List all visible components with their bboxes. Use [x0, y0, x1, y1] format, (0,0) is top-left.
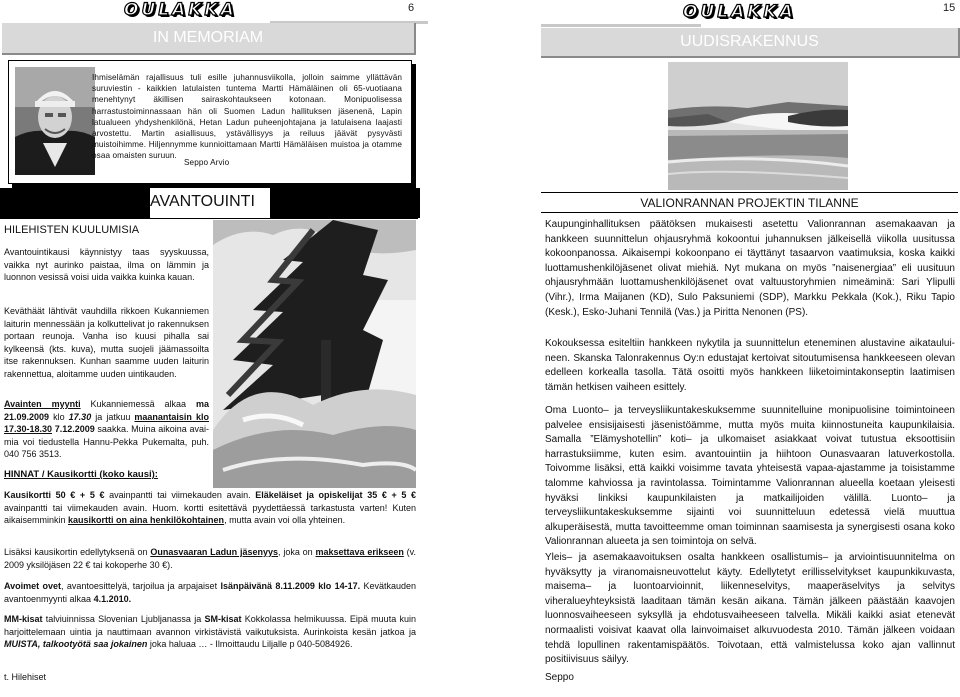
avainten-myynti: Avainten myynti: [4, 399, 81, 409]
memorial-text: Ihmiselämän rajallisuus tuli esille juhannusviikolla, jolloin saimme yllättävän suruviestin - kaikkien latulaisten tuntema Martti Hämäläinen oli 65-vuotiaana menehtynyt äkillisen sairaskohtaukseen kotonaan. Monipuolisessa harrastustoiminnassaan hän oli Suomen Ladun hallituksen jäsenenä, Lapin latualueen yhdyshenkilönä, Hetan Ladun puheenjohtajana ja latulaisena laajasti arvostettu. Martin asiallisuus, ystävällisyys ja reiluus jäävät pysyvästi muistoihimme. Hiljennymme kunnioittamaan Martti Hämäläisen muistoa ja otamme osaa omaisten suruun.: [92, 73, 402, 161]
uudisrakennus-banner: [541, 28, 960, 58]
lisa-para: [4, 546, 416, 571]
avoimet-b: , avantoesittelyä, tarjoilua ja arpajaiset: [61, 581, 221, 591]
memorial-signature: Seppo Arvio: [184, 158, 230, 167]
avantouinti-title: AVANTOUINTI: [150, 193, 255, 210]
valio-para-3: Oma Luonto– ja terveysliikuntakeskuksemme suunnitelluine monipuolisine toimintoineen palvelee ensisijaisesti jäsenistöämme, mutta myös muita kiinnostuneita kaupunkilaisia. Samalla ”Elämyshotellin” koti– ja ulkomaiset asiakkaat voivat tutustua eksoottisiin harrastuksiimme, kuten esim. avantouintiin ja hiihtoon Ounasvaaran latuverkostolla. Toivomme lisäksi, että kaikki voisimme tavata yhteisestä vapaa-ajastamme ja toisistamme talomme kahviossa ja ravintolassa. Toimintamme Valionrannan alueella koetaan yleisesti hyväksi linkiksi kaupunkilaisten ja matkailijoiden välillä. Luonto– ja terveysliikuntakeskuksemme sijainti voi suunnitteluun edetessä vielä muuttua alkuperäisestä, mutta tavoitteemme oman toiminnan saamisesta ja synergisesti osana koko Valionrannan alueeta ja sen toimintoja on selvä.: [545, 405, 955, 548]
avanto-para-3: [4, 398, 209, 461]
p3-d: klo: [49, 411, 69, 422]
p3-i: 7.12.2009: [54, 424, 95, 435]
section-shade-left: [0, 188, 150, 218]
valio-signature: Seppo: [545, 672, 574, 683]
lisa-c: , joka on: [278, 547, 316, 557]
memorial-box: [8, 60, 412, 184]
valio-para-4: Yleis– ja asemakaavoituksen osalta hankkeen osallistumis– ja arviointisuunnitelma on hyväksytty ja viranomaisneuvottelut käyty. Edellytetyt erillisselvitykset kaupunkikuvasta, maisema– ja luontoarvioinnit, liikenneselvitys, maaperäselvitys ja selvitys viheralueyhteyksistä laaditaan tämän kesän aikana. Tämän jälkeen päästään kaavojen luonnosvaiheeseen syksyllä ja ehdotusvaiheeseen talvella. Mikäli kaikki asiat etenevät normaalisti voisivat kaavat olla lainvoimaiset alkuvuodesta 2010. Tämän jälkeen voidaan tehdä lopullinen rakentamispäätös. Toivotaan, että valmistelussa koko ajan vallinnut positiivisuus säilyy.: [545, 552, 955, 666]
mm-f: joka haluaa … - Ilmoittaudu Liljalle p 040-5084926.: [147, 639, 353, 650]
lisa-e: (v. 2009 yksilöjäsen 22 € tai kokoperhe 30 €).: [4, 547, 417, 570]
price-e: kausikortti on aina henkilökohtainen: [68, 515, 225, 526]
price-a: Kausikortti 50 € + 5 €: [4, 490, 105, 500]
avoimet-c: Isänpäivänä 8.11.2009 klo 14-17.: [220, 581, 361, 591]
avoimet-d: Kevätkauden avantoenmyynti alkaa: [4, 581, 417, 604]
avoimet-para: [4, 580, 416, 605]
price-b: avainpantti tai viimekauden avain.: [104, 490, 256, 500]
in-memoriam-title: IN MEMORIAM: [152, 29, 264, 46]
lisa-a: Lisäksi kausikortin edellytyksenä on: [4, 547, 151, 557]
left-page-number: 6: [408, 2, 415, 14]
lisa-d: maksettava erikseen: [315, 547, 404, 557]
right-rule-top: [541, 192, 958, 193]
price-d: avainpantti tai viimekauden avain. Huom. kortti esitettävä pyydettäessä tarkastusta varten! Kuten aikaisemminkin: [4, 502, 416, 526]
right-header-rule: [541, 24, 701, 27]
section-shade-right: [270, 188, 420, 218]
p3-g: maanantaisin klo 17.30-18.30: [4, 411, 209, 435]
lisa-b: Ounasvaaran Ladun jäsenyys: [150, 547, 279, 557]
right-logo: OULAKKA: [683, 2, 796, 22]
mm-d: Kokkolassa helmikuussa. Eipä muuta kuin harjoittelemaan uintia ja nauttimaan avannon virkistävistä vaikutuksista. Aurinkoista kesän jatkoa ja: [4, 614, 416, 637]
memorial-photo: [15, 67, 95, 175]
mm-a: MM-kisat: [4, 614, 43, 624]
avanto-para-1: Avantouintikausi käynnistyy taas syyskuussa, vaikka nyt aurinko paistaa, ilma on lämmin ja luonnon vesissä voisi uida vaikka kuinka kauan.: [4, 247, 209, 283]
right-page-number: 15: [943, 2, 956, 14]
p3-e: 17.30: [68, 411, 92, 422]
valio-para-2: Kokouksessa esiteltiin hankkeen nykytila ja suunnittelun eteneminen alustavine aikataului-neen. Skanska Talonrakennus Oy:n edustajat kertoivat sitoutumisensa hankkeeseen olevan edelleen korkealla tasolla. Tätä osoitti myös hankkeen liiketoimintakonseptin laatimisen tämän hetkisen vaiheen esittely.: [545, 338, 955, 393]
mm-e: MUISTA, talkootyötä saa jokainen: [4, 639, 148, 650]
prices-para: [4, 489, 416, 527]
avoimet-a: Avoimet ovet: [4, 581, 62, 591]
price-c: Eläkeläiset ja opiskelijat 35 € + 5 €: [255, 490, 417, 500]
hinnat-title: HINNAT / Kausikortti (koko kausi):: [4, 469, 158, 480]
tree-photo: [213, 220, 416, 488]
price-f: , mutta avain voi olla yhteinen.: [224, 515, 346, 526]
p3-c: ma 21.09.2009: [4, 399, 209, 422]
mm-para: [4, 613, 416, 651]
riverbank-photo: [668, 62, 848, 190]
right-rule-bottom: [541, 212, 958, 213]
avantouinti-header: [150, 188, 270, 218]
hilehisten-title: HILEHISTEN KUULUMISIA: [4, 224, 140, 236]
left-logo: OULAKKA: [124, 0, 237, 20]
section-rule: [0, 218, 418, 219]
in-memoriam-banner: [2, 23, 416, 55]
p3-b: Kukanniemessä alkaa: [80, 399, 196, 409]
hilehiset-signature: t. Hilehiset: [4, 672, 47, 682]
avanto-para-2: Keväthäät lähtivät vauhdilla rikkoen Kukanniemen laiturin mennessään ja kolkuttelivat jo rakennuksen portaan reunoja. Vanha iso kuusi pihalla sai kylkeensä (kts. kuva), mutta suojeli jäämassoilta itse rakennuksen. Kunhan saamme uuden laiturin rakennettua, aloitamme uuden uintikauden.: [4, 306, 209, 379]
uudisrakennus-title: UUDISRAKENNUS: [680, 33, 819, 50]
mm-b: talviuinnissa Slovenian Ljubljanassa ja: [42, 614, 205, 624]
p3-j: saakka. Muina aikoina avai-mia voi tiedustella Hannu-Pekka Pukemalta, puh. 040 756 3513.: [4, 424, 209, 460]
avoimet-e: 4.1.2010.: [93, 593, 132, 604]
mm-c: SM-kisat: [204, 614, 242, 624]
valionranta-title: VALIONRANNAN PROJEKTIN TILANNE: [640, 196, 859, 210]
p3-f: ja jatkuu: [91, 411, 135, 422]
valio-para-1: Kaupunginhallituksen päätöksen mukaisesti asetettu Valionrannan asemakaavan ja hankkeen suunnittelun ohjausryhmä kokoontui juhannuksen jälkeisellä viikolla uusitussa kokoonpanossa. Aikaisempi kokoonpano ei täyttänyt tasaarvon vaatimuksia, koska kaikki luottamushenkilöjäsenet olivat miehiä. Nyt mukana on myös ”naisenergiaa” eli uusituun ohjausryhmään luottamushenkilöjäsenet ovat valtuustoryhmien nimeäminä: Sari Ylipulli (Vihr.), Irma Maijanen (KD), Sulo Paksuniemi (SDP), Markku Pekkala (Kok.), Riku Tapio (Kesk.), Esko-Juhani Tennilä (Vas.) ja Piritta Nenonen (PS).: [545, 219, 955, 318]
page-gutter: [428, 0, 534, 697]
